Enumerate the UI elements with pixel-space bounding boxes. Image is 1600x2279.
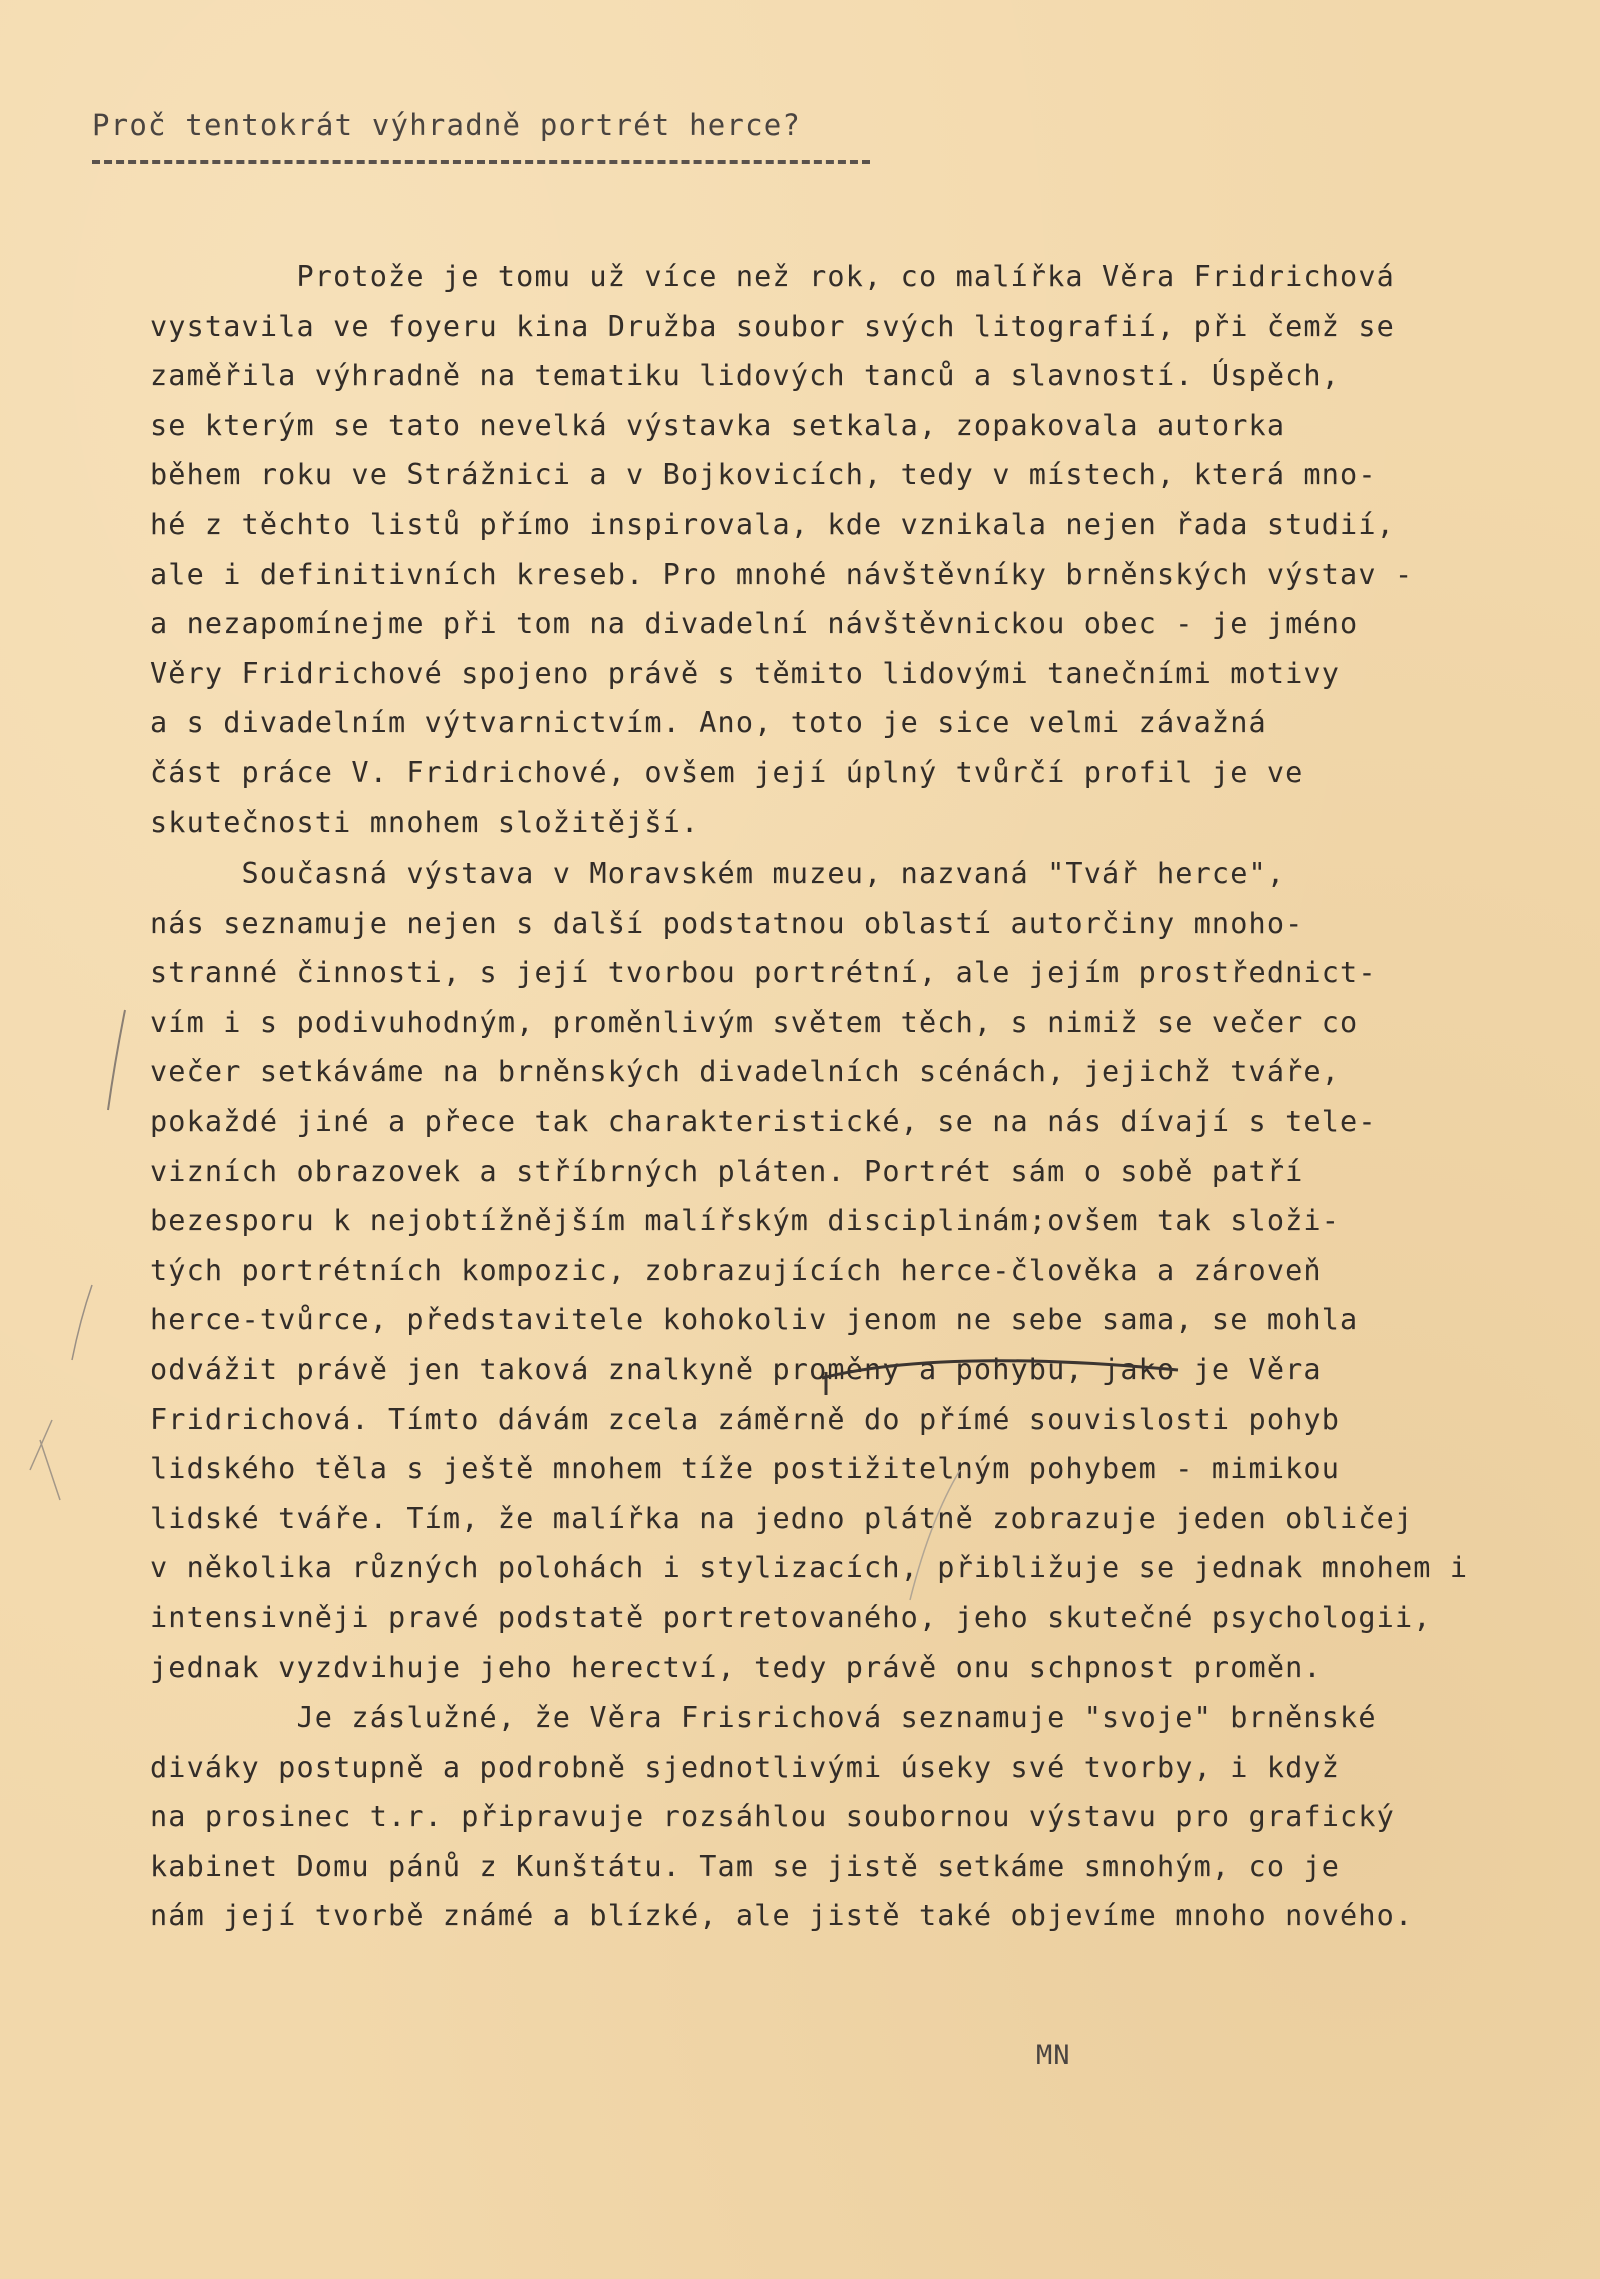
text-line: lidského těla s ještě mnohem tíže postižitelným pohybem - mimikou bbox=[150, 1452, 1341, 1486]
text-line: nám její tvorbě známé a blízké, ale jistě také objevíme mnoho nového. bbox=[150, 1899, 1414, 1933]
text-line: odvážit právě jen taková znalkyně proměny a pohybu, jako je Věra bbox=[150, 1352, 1322, 1386]
faint-pencil-stroke bbox=[910, 1470, 960, 1600]
text-line: stranné činnosti, s její tvorbou portrétní, ale jejím prostřednict- bbox=[150, 956, 1377, 990]
page-title: Proč tentokrát výhradně portrét herce? bbox=[92, 108, 802, 142]
text-line: hé z těchto listů přímo inspirovala, kde vznikala nejen řada studií, bbox=[150, 507, 1395, 541]
text-line: na prosinec t.r. připravuje rozsáhlou soubornou výstavu pro grafický bbox=[150, 1800, 1395, 1834]
text-line: a s divadelním výtvarnictvím. Ano, toto je sice velmi závažná bbox=[150, 706, 1267, 740]
text-line: v několika různých polohách i stylizacích, přibližuje se jednak mnohem i bbox=[150, 1551, 1469, 1585]
text-line: nás seznamuje nejen s další podstatnou oblastí autorčiny mnoho- bbox=[150, 906, 1304, 940]
author-initials: MN bbox=[1036, 2040, 1071, 2071]
text-line: jednak vyzdvihuje jeho herectví, tedy právě onu schpnost proměn. bbox=[150, 1650, 1322, 1684]
text-line: zaměřila výhradně na tematiku lidových tanců a slavností. Úspěch, bbox=[150, 359, 1341, 393]
text-line: herce-tvůrce, představitele kohokoliv jenom ne sebe sama, se mohla bbox=[150, 1303, 1359, 1337]
margin-pencil-stroke bbox=[30, 1420, 60, 1500]
margin-pencil-stroke bbox=[108, 1010, 125, 1110]
text-line: Současná výstava v Moravském muzeu, nazvaná "Tvář herce", bbox=[150, 857, 1286, 890]
text-line: a nezapomínejme při tom na divadelní návštěvnickou obec - je jméno bbox=[150, 607, 1359, 641]
text-line: vizních obrazovek a stříbrných pláten. Portrét sám o sobě patří bbox=[150, 1154, 1304, 1188]
text-line: část práce V. Fridrichové, ovšem její úplný tvůrčí profil je ve bbox=[150, 755, 1304, 789]
text-line: pokaždé jiné a přece tak charakteristické, se na nás dívají s tele- bbox=[150, 1104, 1377, 1138]
text-line: diváky postupně a podrobně sjednotlivými úseky své tvorby, i když bbox=[150, 1750, 1341, 1784]
text-line: tých portrétních kompozic, zobrazujících herce-člověka a zároveň bbox=[150, 1253, 1322, 1287]
text-line: Protože je tomu už více než rok, co malířka Věra Fridrichová bbox=[150, 260, 1395, 293]
text-line: ale i definitivních kreseb. Pro mnohé návštěvníky brněnských výstav - bbox=[150, 557, 1414, 591]
text-line: kabinet Domu pánů z Kunštátu. Tam se jistě setkáme smnohým, co je bbox=[150, 1849, 1341, 1883]
text-line: Fridrichová. Tímto dávám zcela záměrně do přímé souvislosti pohyb bbox=[150, 1402, 1341, 1436]
text-line: Je záslužné, že Věra Frisrichová seznamuje "svoje" brněnské bbox=[150, 1701, 1377, 1734]
text-line: vím i s podivuhodným, proměnlivým světem těch, s nimiž se večer co bbox=[150, 1005, 1359, 1039]
margin-pencil-stroke bbox=[72, 1285, 92, 1360]
text-line: se kterým se tato nevelká výstavka setkala, zopakovala autorka bbox=[150, 408, 1286, 442]
text-line: lidské tváře. Tím, že malířka na jedno plátně zobrazuje jeden obličej bbox=[150, 1501, 1414, 1535]
text-line: skutečnosti mnohem složitější. bbox=[150, 805, 700, 839]
text-line: intensivněji pravé podstatě portretovaného, jeho skutečné psychologii, bbox=[150, 1600, 1432, 1634]
text-line: vystavila ve foyeru kina Družba soubor svých litografií, při čemž se bbox=[150, 309, 1395, 343]
text-line: během roku ve Strážnici a v Bojkovicích, tedy v místech, která mno- bbox=[150, 458, 1377, 492]
insertion-arc-mark bbox=[822, 1361, 1178, 1378]
text-line: večer setkáváme na brněnských divadelních scénách, jejichž tváře, bbox=[150, 1055, 1341, 1089]
text-line: bezesporu k nejobtížnějším malířským disciplinám;ovšem tak složi- bbox=[150, 1204, 1341, 1238]
text-line: Věry Fridrichové spojeno právě s těmito lidovými tanečními motivy bbox=[150, 656, 1341, 690]
